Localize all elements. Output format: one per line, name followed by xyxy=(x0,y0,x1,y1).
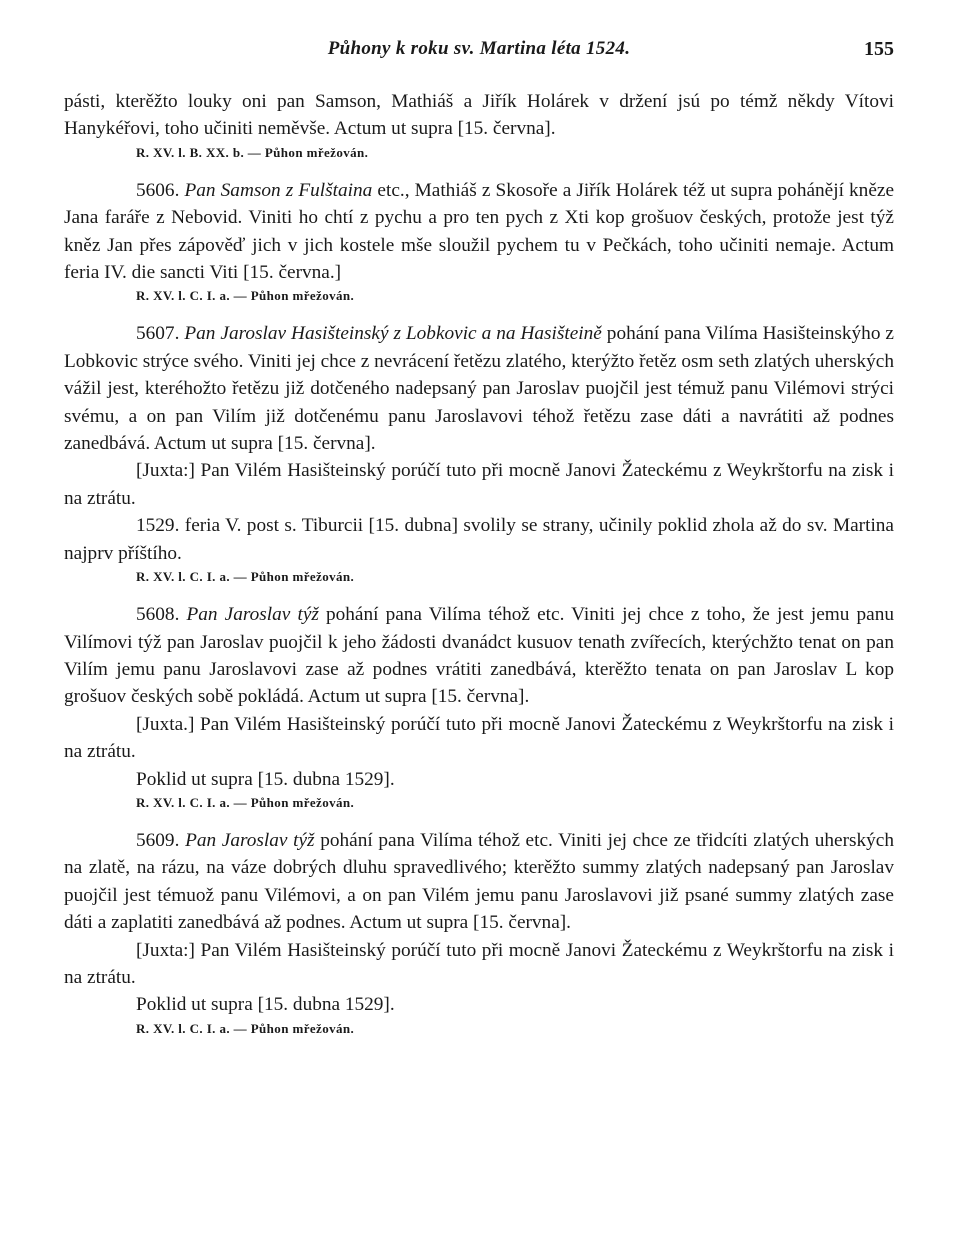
source-reference: R. XV. l. C. I. a. — Půhon mřežován. xyxy=(136,288,355,304)
source-reference: R. XV. l. B. XX. b. — Půhon mřežován. xyxy=(136,144,369,160)
entry-text: etc., Mathiáš z Skosoře a Jiřík Holárek též ut supra pohánějí kněze Jana faráře z Nebovid. Viniti ho chtí z pychu a pro ten pych z Xti kop grošuov českých, protože jest týž kněz Jan přes zápověď jich v jich kostele mše sloužil pychem tu v Pečkách, toho učiniti nemaje. Actum feria IV. die sancti Viti [15. června.] xyxy=(64,179,894,284)
entry-number: 5609. xyxy=(136,829,180,851)
entry-party: Pan Jaroslav Hasišteinský z Lobkovic a na Hasišteině xyxy=(184,323,602,345)
running-title: Půhony k roku sv. Martina léta 1524. xyxy=(327,38,631,59)
entry-party: Pan Jaroslav týž xyxy=(186,604,319,626)
entry-text: pohání pana Vilíma téhož etc. Viniti jej chce ze třidcíti zlatých uherských na zlatě, na rázu, na váze dobrých dluhu spravedlivého; kterěžto summy zlatých nadepsaný pan Jaroslav puojčil jest témuož panu Vilémovi, a on pan Vilém jemu panu Jaroslavovi již psané summy zlatých zase dáti a zaplatiti zanedbává až podnes. Actum ut supra [15. června]. xyxy=(64,829,894,934)
page-body xyxy=(64,88,894,1039)
source-reference: R. XV. l. C. I. a. — Půhon mřežován. xyxy=(136,1020,355,1036)
source-reference: R. XV. l. C. I. a. — Půhon mřežován. xyxy=(136,569,355,585)
entry-text: pohání pana Vilíma Hasišteinskýho z Lobkovic strýce svého. Viniti jej chce z nevrácení řetězu zlatého, kterýžto řetěz osm seth zlatých uherských vážil jest, kteréhožto řetězu již dotčeného nadepsaný pan Jaroslav puojčil jest témuž panu Vilémovi strýci svému, a on pan Vilím již dotčenému panu Jaroslavovi téhož řetězu zase dáti a navrátiti až podnes zanedbává. Actum ut supra [15. června]. xyxy=(64,323,894,455)
entry-5608 xyxy=(64,601,894,711)
entry-text: pohání pana Vilíma téhož etc. Viniti jej chce z toho, že jest jemu panu Vilímovi týž pan Jaroslav puojčil k jeho žádosti dvanádct kusuov tenath zvířecích, kterýchžto tenat on pan Vilím jemu panu Jaroslavovi zase až podnes vrátiti zanedbává, kterěžto tenata on pan Jaroslav L kop grošuov českých sobě pokládá. Actum ut supra [15. června]. xyxy=(64,604,894,708)
page-header xyxy=(64,38,894,64)
entry-number: 5606. xyxy=(136,179,180,201)
source-reference: R. XV. l. C. I. a. — Půhon mřežován. xyxy=(136,794,355,810)
juxta-paragraph: [Juxta.] Pan Vilém Hasišteinský porúčí tuto při mocně Janovi Žateckému z Weykrštorfu na zisk i na ztrátu. xyxy=(64,713,894,763)
settlement-paragraph: Poklid ut supra [15. dubna 1529]. xyxy=(136,994,395,1016)
entry-number: 5607. xyxy=(136,323,180,345)
juxta-paragraph: [Juxta:] Pan Vilém Hasišteinský porúčí tuto při mocně Janovi Žateckému z Weykrštorfu na zisk i na ztrátu. xyxy=(64,460,894,509)
juxta-paragraph: [Juxta:] Pan Vilém Hasišteinský porúčí tuto při mocně Janovi Žateckému z Weykrštorfu na zisk i na ztrátu. xyxy=(64,939,894,988)
page-number: 155 xyxy=(864,38,894,60)
settlement-paragraph: Poklid ut supra [15. dubna 1529]. xyxy=(136,768,395,790)
entry-party: Pan Samson z Fulštaina xyxy=(184,179,373,201)
entry-5606 xyxy=(64,177,894,287)
entry-5607 xyxy=(64,320,894,457)
continued-paragraph: pásti, kterěžto louky oni pan Samson, Mathiáš a Jiřík Holárek v držení jsú po témž někdy Vítovi Hanykéřovi, toho učiniti neměvše. Actum ut supra [15. června]. xyxy=(64,91,894,140)
entry-5609 xyxy=(64,827,894,937)
settlement-paragraph: 1529. feria V. post s. Tiburcii [15. dubna] svolily se strany, učinily poklid zhola až do sv. Martina najprv příštího. xyxy=(64,515,894,564)
entry-party: Pan Jaroslav týž xyxy=(185,829,315,851)
entry-number: 5608. xyxy=(136,604,180,626)
